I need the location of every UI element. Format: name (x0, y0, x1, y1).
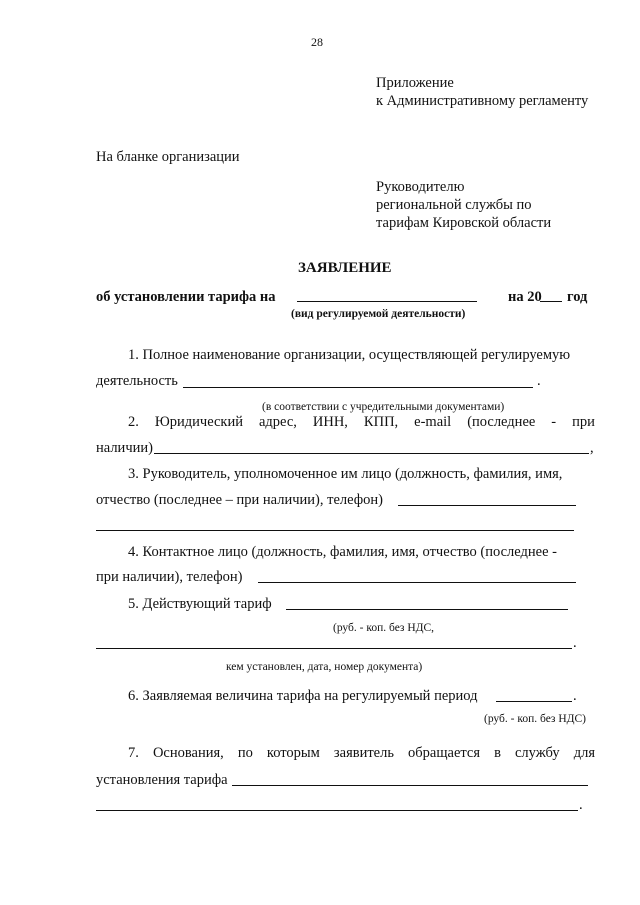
item-6-line-1: 6. Заявляемая величина тарифа на регулируемый период (128, 688, 478, 704)
item-2-line-2: наличии) (96, 440, 153, 456)
letterhead-note: На бланке организации (96, 149, 240, 165)
item-2-word: ИНН, (312, 414, 348, 430)
item-7-word: в (494, 745, 501, 761)
appendix-line-2: к Административному регламенту (376, 93, 589, 109)
item-3-line-2: отчество (последнее – при наличии), телефон) (96, 492, 383, 508)
item-5-hint-2: кем установлен, дата, номер документа) (226, 661, 423, 673)
appendix-line-1: Приложение (376, 75, 454, 91)
item-4-line-1: 4. Контактное лицо (должность, фамилия, имя, отчество (последнее - (128, 544, 557, 560)
item-1-line-1: 1. Полное наименование организации, осуществляющей регулируемую (128, 347, 571, 363)
item-2-word: - (551, 414, 557, 430)
item-6-field (496, 701, 572, 702)
item-2-word: Юридический (154, 414, 243, 430)
subtitle-year-prefix: на 20 (508, 289, 542, 305)
item-5-field (286, 609, 568, 610)
item-5-field-continued (96, 648, 572, 649)
subtitle-left: об установлении тарифа на (96, 289, 276, 305)
item-3-field (398, 505, 576, 506)
item-7-word: которым (266, 745, 320, 761)
item-2-word: (последнее (467, 414, 536, 430)
item-2-word: адрес, (258, 414, 297, 430)
activity-type-hint: (вид регулируемой деятельности) (291, 308, 466, 320)
item-1-field (183, 387, 533, 388)
item-6-hint: (руб. - коп. без НДС) (484, 713, 587, 725)
item-7-word: для (573, 745, 595, 761)
item-1-period: . (537, 373, 541, 389)
item-5-hint-1: (руб. - коп. без НДС, (333, 622, 435, 634)
item-7-line-1 (128, 744, 595, 762)
item-4-line-2: при наличии), телефон) (96, 569, 243, 585)
item-6-period: . (573, 688, 577, 704)
item-4-field (258, 582, 576, 583)
item-2-word: e-mail (414, 414, 452, 430)
activity-type-field (297, 301, 477, 302)
item-7-word: по (237, 745, 253, 761)
item-7-field (232, 785, 588, 786)
addressee-line-2: региональной службы по (376, 197, 532, 213)
item-2-word: КПП, (363, 414, 399, 430)
item-5-line-1: 5. Действующий тариф (128, 596, 272, 612)
year-field (540, 301, 562, 302)
item-7-word: Основания, (152, 745, 224, 761)
item-3-line-1: 3. Руководитель, уполномоченное им лицо (должность, фамилия, имя, (128, 466, 563, 482)
item-1-line-2: деятельность (96, 373, 178, 389)
subtitle-year-suffix: год (567, 289, 588, 305)
item-7-word: обращается (408, 745, 481, 761)
addressee-line-1: Руководителю (376, 179, 465, 195)
item-1-hint: (в соответствии с учредительными документами) (262, 401, 505, 413)
item-5-period: . (573, 635, 577, 651)
item-2-comma: , (590, 440, 594, 456)
item-7-period: . (579, 797, 583, 813)
item-7-word: 7. (128, 745, 139, 761)
item-7-word: службу (515, 745, 560, 761)
item-7-line-2: установления тарифа (96, 772, 228, 788)
document-title: ЗАЯВЛЕНИЕ (298, 260, 392, 276)
item-3-field-continued (96, 530, 574, 531)
page-number: 28 (311, 35, 323, 49)
addressee-line-3: тарифам Кировской области (376, 215, 552, 231)
item-7-word: заявитель (333, 745, 394, 761)
item-2-word: 2. (128, 414, 139, 430)
item-2-line-1 (128, 413, 595, 431)
item-2-word: при (572, 414, 595, 430)
item-7-field-continued (96, 810, 578, 811)
item-2-field (154, 453, 589, 454)
